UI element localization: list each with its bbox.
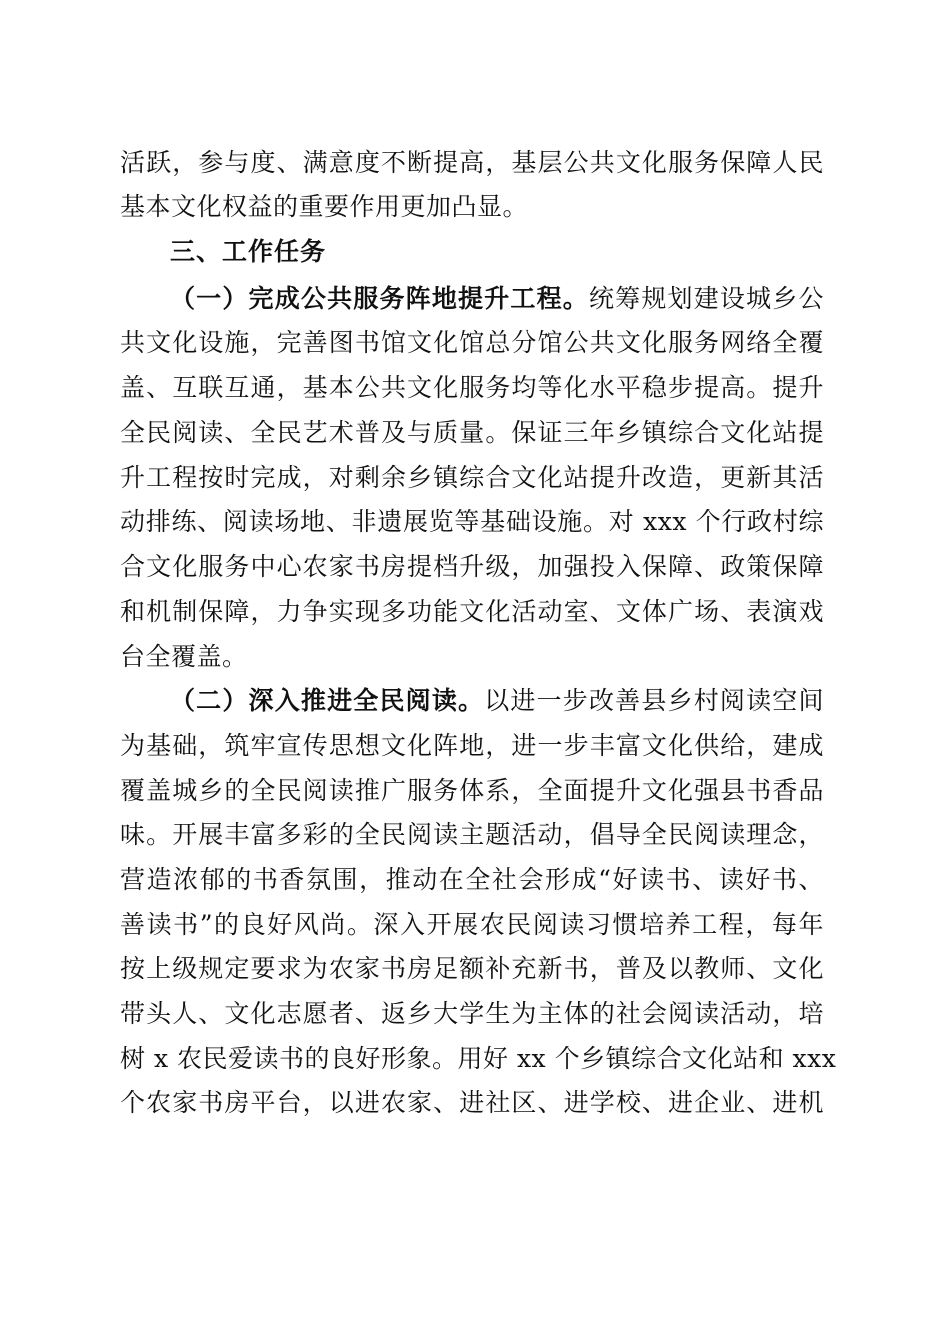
- paragraph-line: 味。开展丰富多彩的全民阅读主题活动，倡导全民阅读理念，: [120, 820, 824, 849]
- paragraph-line: 按上级规定要求为农家书房足额补充新书，普及以教师、文化: [120, 954, 824, 983]
- paragraph-line: 共文化设施，完善图书馆文化馆总分馆公共文化服务网络全覆: [120, 328, 824, 357]
- paragraph-line: 营造浓郁的书香氛围，推动在全社会形成“好读书、读好书、: [120, 865, 824, 894]
- section-heading: 三、工作任务: [170, 237, 327, 266]
- paragraph-line: 个农家书房平台，以进农家、进社区、进学校、进企业、进机: [120, 1088, 824, 1117]
- paragraph-line: 盖、互联互通，基本公共文化服务均等化水平稳步提高。提升: [120, 373, 824, 402]
- paragraph-line: 活跃，参与度、满意度不断提高，基层公共文化服务保障人民: [120, 148, 824, 177]
- task2-first-line: [170, 679, 824, 723]
- task2-lead: （二）深入推进全民阅读。: [170, 686, 485, 715]
- task1-first-line-text: 统筹规划建设城乡公: [588, 284, 824, 313]
- paragraph-line: 为基础，筑牢宣传思想文化阵地，进一步丰富文化供给，建成: [120, 731, 824, 760]
- task1-first-line: [170, 277, 824, 321]
- paragraph-line: 带头人、文化志愿者、返乡大学生为主体的社会阅读活动，培: [120, 999, 824, 1028]
- paragraph-line: 合文化服务中心农家书房提档升级，加强投入保障、政策保障: [120, 552, 824, 581]
- paragraph-line: 升工程按时完成，对剩余乡镇综合文化站提升改造，更新其活: [120, 463, 824, 492]
- task1-lead: （一）完成公共服务阵地提升工程。: [170, 284, 589, 313]
- task2-first-line-text: 以进一步改善县乡村阅读空间: [484, 686, 824, 715]
- paragraph-line: 动排练、阅读场地、非遗展览等基础设施。对 xxx 个行政村综: [120, 507, 824, 536]
- paragraph-line: 台全覆盖。: [120, 642, 248, 671]
- paragraph-line: 基本文化权益的重要作用更加凸显。: [120, 192, 529, 221]
- paragraph-line: 和机制保障，力争实现多功能文化活动室、文体广场、表演戏: [120, 597, 824, 626]
- paragraph-line: 树 x 农民爱读书的良好形象。用好 xx 个乡镇综合文化站和 xxx: [120, 1044, 837, 1073]
- paragraph-line: 覆盖城乡的全民阅读推广服务体系，全面提升文化强县书香品: [120, 776, 824, 805]
- paragraph-line: 全民阅读、全民艺术普及与质量。保证三年乡镇综合文化站提: [120, 418, 824, 447]
- paragraph-line: 善读书”的良好风尚。深入开展农民阅读习惯培养工程，每年: [120, 910, 824, 939]
